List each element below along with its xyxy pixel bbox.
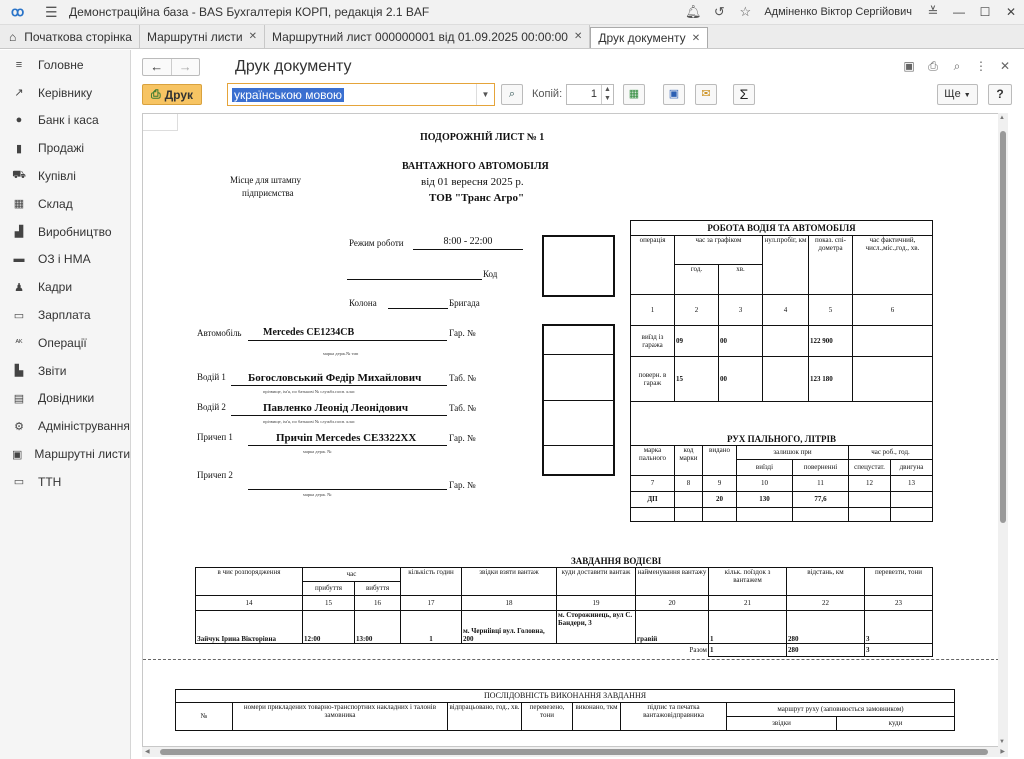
more-label: Ще: [944, 88, 961, 100]
work-ret-hour: 15: [675, 357, 719, 402]
task-h-from: звідки взяти вантаж: [462, 568, 557, 596]
main-area: [132, 50, 1024, 759]
language-value: українською мовою: [234, 87, 343, 102]
forward-arrow-icon[interactable]: →: [171, 59, 200, 75]
doc-company: ТОВ "Транс Агро": [429, 192, 525, 204]
task-trips: 1: [709, 611, 787, 644]
tab-route-lists[interactable]: [140, 25, 265, 48]
task-cargo: гравій: [636, 611, 709, 644]
task-num: 23: [865, 596, 933, 611]
numbers-box-divider: [544, 445, 613, 446]
task-h-trips: кільк. поїздок з вантажем: [709, 568, 787, 596]
task-num: 19: [557, 596, 636, 611]
seq-h-tons: перевезено, тони: [522, 703, 573, 731]
work-table: [630, 220, 933, 402]
trailer2-hint: марка держ. №: [303, 492, 332, 497]
help-button[interactable]: [988, 84, 1012, 105]
work-ret-fact: [853, 357, 933, 402]
sidebar-item-label: Довідники: [38, 391, 95, 406]
trend-icon: ↗: [14, 87, 24, 100]
work-h-km: нул.пробіг, км: [763, 236, 809, 295]
work-num: 6: [853, 295, 933, 326]
page-title: Друк документу: [235, 58, 352, 75]
work-out-hour: 09: [675, 326, 719, 357]
nav-buttons: [142, 58, 200, 76]
sidebar-item-route-lists[interactable]: [0, 440, 130, 468]
chevron-down-icon[interactable]: ▼: [476, 84, 494, 105]
sidebar-item-hr[interactable]: [0, 273, 130, 301]
tabs-bar: [0, 25, 1024, 49]
sum-button[interactable]: [733, 84, 755, 105]
seq-h-tkm: виконано, ткм: [573, 703, 621, 731]
sidebar-item-admin[interactable]: [0, 412, 130, 440]
task-total-tons: 3: [865, 644, 933, 657]
doc-subtitle: ВАНТАЖНОГО АВТОМОБІЛЯ: [402, 161, 549, 172]
fuel-h-issued: видано: [703, 446, 737, 476]
fuel-num: 7: [631, 476, 675, 492]
fuel-table: [630, 401, 933, 522]
work-ret-label: поверн. в гараж: [631, 357, 675, 402]
fuel-h-work: час роб., год.: [849, 446, 933, 460]
menu-lines-icon: ≡: [15, 58, 23, 71]
sidebar-item-purchases[interactable]: [0, 162, 130, 190]
copies-field[interactable]: [566, 84, 614, 105]
work-out-label: виїзд із гаража: [631, 326, 675, 357]
page-break-line: [143, 659, 1008, 660]
brigade-label: Бригада: [449, 298, 480, 308]
task-h-tons: перевезти, тони: [865, 568, 933, 596]
fuel-eng: [891, 492, 933, 508]
task-h-hours: кількість годин: [401, 568, 462, 596]
close-window-icon[interactable]: ✕: [1005, 5, 1017, 19]
seq-h-no: №: [176, 703, 233, 731]
fuel-code: [675, 492, 703, 508]
task-h-cargo: найменування вантажу: [636, 568, 709, 596]
column-line: [388, 308, 448, 309]
task-num: 21: [709, 596, 787, 611]
mode-value: 8:00 - 22:00: [443, 236, 493, 247]
task-hours: 1: [401, 611, 462, 644]
trailer1-hint: марка держ. №: [303, 449, 332, 454]
language-select[interactable]: [227, 83, 495, 106]
driver1-label: Водій 1: [197, 372, 226, 382]
sidebar-item-label: Кадри: [38, 280, 73, 295]
sidebar-item-label: Виробництво: [38, 224, 112, 239]
help-label: ?: [996, 87, 1004, 101]
scroll-thumb[interactable]: [1000, 131, 1006, 523]
bag-icon: ▮: [15, 142, 23, 155]
task-num: 15: [303, 596, 355, 611]
work-out-km: [763, 326, 809, 357]
ttn-truck-icon: ▭: [13, 476, 25, 489]
sidebar-item-label: ОЗ і НМА: [38, 252, 91, 267]
sidebar-item-ttn[interactable]: [0, 468, 130, 496]
close-icon[interactable]: ✕: [248, 31, 258, 42]
fuel-num: 9: [703, 476, 737, 492]
task-tons: 3: [865, 611, 933, 644]
minimize-icon[interactable]: —: [953, 5, 965, 19]
seq-h-route: маршрут руху (заповнюється замовником): [727, 703, 955, 717]
work-h-hour: год.: [675, 265, 719, 295]
work-num: 4: [763, 295, 809, 326]
tab-label: Маршрутний лист 000000001 від 01.09.2025 00:00:00: [272, 29, 568, 44]
sidebar-item-references[interactable]: [0, 385, 130, 413]
car-line: [248, 340, 447, 341]
close-icon[interactable]: ✕: [999, 59, 1011, 73]
save-button[interactable]: [663, 84, 685, 105]
work-ret-odo: 123 180: [809, 357, 853, 402]
title-bar: [0, 0, 1024, 25]
fuel-issued: 20: [703, 492, 737, 508]
scroll-down-icon[interactable]: ▼: [999, 739, 1005, 745]
preview-icon: ⌕: [508, 88, 516, 100]
sidebar-item-label: Продажі: [38, 141, 85, 156]
settings-menu-icon[interactable]: ≚: [927, 4, 939, 19]
stamp-box: [542, 235, 615, 297]
work-out-odo: 122 900: [809, 326, 853, 357]
work-h-op: операція: [631, 236, 675, 295]
fuel-h-out: виїзді: [737, 460, 793, 476]
work-title: РОБОТА ВОДІЯ ТА АВТОМОБІЛЯ: [631, 221, 933, 236]
task-total-label: Разом: [636, 644, 709, 657]
task-h-dep: вибуття: [355, 582, 401, 596]
cart-icon: ⛟: [12, 169, 26, 182]
scroll-up-icon[interactable]: ▲: [999, 115, 1005, 121]
scroll-right-icon[interactable]: ▶: [1000, 749, 1005, 755]
sidebar-item-production[interactable]: [0, 218, 130, 246]
person-icon: ♟: [14, 281, 24, 294]
user-name[interactable]: Адміненко Віктор Сергійович: [764, 6, 912, 18]
preview-icon[interactable]: ⌕: [953, 59, 961, 73]
history-icon[interactable]: ↺: [713, 4, 725, 19]
sidebar: [0, 50, 131, 759]
work-out-fact: [853, 326, 933, 357]
task-num: 22: [787, 596, 865, 611]
grid-icon: ▦: [13, 198, 25, 211]
more-vert-icon[interactable]: ⋮: [975, 59, 987, 73]
save-icon: ▣: [668, 88, 680, 100]
fuel-h-ret: поверненні: [793, 460, 849, 476]
trailer1-label: Причеп 1: [197, 432, 233, 442]
task-num: 17: [401, 596, 462, 611]
column-label: Колона: [349, 298, 377, 308]
sidebar-item-assets[interactable]: [0, 246, 130, 274]
star-icon[interactable]: ☆: [739, 4, 752, 19]
trailer2-label: Причеп 2: [197, 470, 233, 480]
tab-label: Друк документу: [598, 31, 686, 45]
task-h-time: час: [303, 568, 401, 582]
trailer2-line: [248, 489, 447, 490]
seq-title: ПОСЛІДОВНІСТЬ ВИКОНАННЯ ЗАВДАННЯ: [176, 690, 955, 703]
scroll-thumb[interactable]: [160, 749, 988, 755]
driver1-hint: прізвище, ім'я, по батькові № службл.посв. клас: [263, 389, 355, 394]
sidebar-item-label: Купівлі: [38, 169, 76, 184]
table-edit-icon: ▦: [628, 88, 640, 100]
tab-label: Маршрутні листи: [146, 29, 243, 44]
gar-label: Гар. №: [449, 328, 476, 338]
work-out-min: 00: [719, 326, 763, 357]
fuel-num: 12: [849, 476, 891, 492]
doc-date: від 01 вересня 2025 р.: [421, 176, 524, 188]
sidebar-item-label: Маршрутні листи: [34, 447, 131, 462]
edit-mode-button[interactable]: [623, 84, 645, 105]
gear-icon: ⚙: [14, 420, 24, 433]
copies-value: 1: [590, 88, 597, 100]
task-h-order: в чиє розпорядження: [196, 568, 303, 596]
save-icon[interactable]: ▣: [903, 59, 915, 73]
gar2-label: Гар. №: [449, 480, 476, 490]
fuel-num: 8: [675, 476, 703, 492]
task-order: Зайчук Ірина Вікторівна: [196, 611, 303, 644]
sidebar-item-label: Зарплата: [38, 308, 91, 323]
tab2-label: Таб. №: [449, 403, 476, 413]
task-num: 14: [196, 596, 303, 611]
task-title: ЗАВДАННЯ ВОДІЄВІ: [571, 556, 662, 566]
fuel-h-code: код марки: [675, 446, 703, 476]
task-h-to: куди доставити вантаж: [557, 568, 636, 596]
preview-corner: [143, 114, 178, 131]
bar-chart-icon: ▙: [14, 365, 24, 378]
send-email-button[interactable]: [695, 84, 717, 105]
books-icon: ▤: [13, 392, 25, 405]
sequence-table: [175, 689, 955, 731]
task-table: [195, 567, 933, 657]
work-h-odo: показ. спі-дометра: [809, 236, 853, 295]
task-total-dist: 280: [787, 644, 865, 657]
stamp-label: Місце для штампу: [230, 175, 301, 185]
fuel-ret: 77,6: [793, 492, 849, 508]
fuel-spec: [849, 492, 891, 508]
work-num: 5: [809, 295, 853, 326]
task-num: 20: [636, 596, 709, 611]
main-menu-icon[interactable]: ☰: [45, 4, 58, 20]
window-actions: [900, 59, 1014, 74]
stepper-icon[interactable]: ▲ ▼: [601, 85, 613, 104]
tab1-label: Таб. №: [449, 373, 476, 383]
task-arr: 12:00: [303, 611, 355, 644]
work-ret-min: 00: [719, 357, 763, 402]
seq-h-worked: відпрацьовано, год., хв.: [448, 703, 522, 731]
print-label: Друк: [164, 87, 193, 102]
tab-print-doc[interactable]: [590, 27, 708, 48]
task-total-trips: 1: [709, 644, 787, 657]
car-label: Автомобіль: [197, 328, 242, 338]
dt-kt-icon: ᴬᴷ: [15, 338, 23, 348]
code-line: [347, 279, 482, 280]
fuel-num: 13: [891, 476, 933, 492]
trailer1-value: Причіп Mercedes CE3322XX: [276, 432, 417, 444]
seq-h-to: куди: [837, 717, 955, 731]
driver2-label: Водій 2: [197, 402, 226, 412]
seq-h-nums: номери прикладених товарно-транспортних накладних і талонів замовника: [233, 703, 448, 731]
sidebar-item-label: Банк і каса: [38, 113, 99, 128]
mode-line: [413, 249, 523, 250]
work-h-fact: час фактичний, числ.,міс.,год., хв.: [853, 236, 933, 295]
sidebar-item-reports[interactable]: [0, 357, 130, 385]
print-button[interactable]: [142, 84, 202, 105]
driver2-hint: прізвище, ім'я, по батькові № службл.посв. клас: [263, 419, 355, 424]
sidebar-item-label: Операції: [38, 335, 87, 350]
seq-h-sign: підпис та печатка вантажовідправника: [621, 703, 727, 731]
coin-icon: ●: [15, 114, 23, 127]
fuel-num: 11: [793, 476, 849, 492]
task-h-dist: відстань, км: [787, 568, 865, 596]
numbers-box-divider: [544, 354, 613, 355]
fuel-out: 130: [737, 492, 793, 508]
car-hint: марка держ.№ тип: [323, 351, 359, 356]
maximize-icon[interactable]: ☐: [979, 5, 991, 19]
driver1-line: [231, 385, 447, 386]
work-h-time: час за графіком: [675, 236, 763, 265]
sidebar-item-bank[interactable]: [0, 107, 130, 135]
sidebar-item-label: Головне: [38, 57, 84, 72]
document-preview[interactable]: [142, 113, 1008, 747]
vertical-scrollbar[interactable]: [998, 113, 1008, 747]
sidebar-item-label: Склад: [38, 196, 73, 211]
tab-label: Початкова сторінка: [24, 29, 132, 44]
wallet-icon: ▭: [13, 309, 25, 322]
home-icon: ⌂: [9, 29, 17, 44]
work-num: 2: [675, 295, 719, 326]
sidebar-item-label: ТТН: [38, 474, 62, 489]
bus-icon: ▣: [12, 448, 23, 461]
fuel-num: 10: [737, 476, 793, 492]
app-title: Демонстраційна база - BAS Бухгалтерія КОРП, редакція 2.1 BAF: [69, 5, 430, 19]
task-num: 18: [462, 596, 557, 611]
work-h-min: хв.: [719, 265, 763, 295]
bell-icon[interactable]: 🔔︎: [685, 4, 702, 19]
sidebar-item-label: Керівнику: [38, 85, 93, 100]
back-arrow-icon[interactable]: ←: [150, 59, 164, 74]
driver2-line: [231, 415, 447, 416]
fuel-h-rest: залишок при: [737, 446, 849, 460]
fuel-title: РУХ ПАЛЬНОГО, ЛІТРІВ: [631, 402, 933, 446]
work-ret-km: [763, 357, 809, 402]
sidebar-item-main[interactable]: [0, 51, 130, 79]
task-to: м. Сторожинець, вул С. Бандери, 3: [557, 611, 636, 644]
fuel-h-spec: спецустат.: [849, 460, 891, 476]
sidebar-item-warehouse[interactable]: [0, 190, 130, 218]
sidebar-item-operations[interactable]: [0, 329, 130, 357]
sidebar-item-label: Адміністрування: [38, 419, 130, 434]
app-logo-icon: ꝏ: [11, 4, 25, 19]
code-label: Код: [483, 269, 498, 279]
task-dep: 13:00: [355, 611, 401, 644]
driver2-value: Павленко Леонід Леонідович: [263, 402, 409, 414]
printer-icon[interactable]: ⎙: [928, 59, 938, 73]
work-num: 3: [719, 295, 763, 326]
sidebar-item-sales[interactable]: [0, 134, 130, 162]
task-from: м. Черніівці вул. Головна, 200: [462, 611, 557, 644]
truck-icon: ▬: [13, 253, 25, 266]
toolbar: [142, 83, 1014, 107]
car-value: Mercedes CE1234CB: [263, 327, 355, 338]
seq-h-from: звідки: [727, 717, 837, 731]
task-num: 16: [355, 596, 401, 611]
doc-title: ПОДОРОЖНІЙ ЛИСТ № 1: [420, 132, 545, 143]
stamp-label-2: підприємства: [242, 188, 294, 198]
task-dist: 280: [787, 611, 865, 644]
horizontal-scrollbar[interactable]: [142, 747, 1008, 757]
driver1-value: Богословський Федір Михайлович: [248, 372, 422, 384]
preview-button[interactable]: [501, 84, 523, 105]
copies-label: Копій:: [532, 88, 563, 100]
sigma-icon: Σ: [739, 86, 749, 102]
sidebar-item-manager[interactable]: [0, 79, 130, 107]
fuel-h-brand: марка пального: [631, 446, 675, 476]
sidebar-item-salary[interactable]: [0, 301, 130, 329]
mode-label: Режим роботи: [349, 238, 404, 248]
tab-route-list-doc[interactable]: [265, 25, 590, 48]
trailer1-line: [248, 445, 447, 446]
sidebar-item-label: Звіти: [38, 363, 67, 378]
chevron-down-icon: ▼: [963, 92, 971, 99]
factory-icon: ▟: [14, 226, 24, 239]
gar1-label: Гар. №: [449, 433, 476, 443]
tab-home[interactable]: [0, 25, 140, 48]
close-icon[interactable]: ✕: [691, 32, 701, 44]
more-button[interactable]: [937, 84, 978, 105]
printer-icon: ⎙: [150, 87, 161, 101]
task-h-arr: прибуття: [303, 582, 355, 596]
scroll-left-icon[interactable]: ◀: [145, 749, 150, 755]
close-icon[interactable]: ✕: [573, 31, 583, 42]
work-num: 1: [631, 295, 675, 326]
numbers-box-divider: [544, 400, 613, 401]
envelope-icon: ✉: [701, 88, 711, 100]
fuel-h-eng: двигуна: [891, 460, 933, 476]
fuel-brand: ДП: [631, 492, 675, 508]
